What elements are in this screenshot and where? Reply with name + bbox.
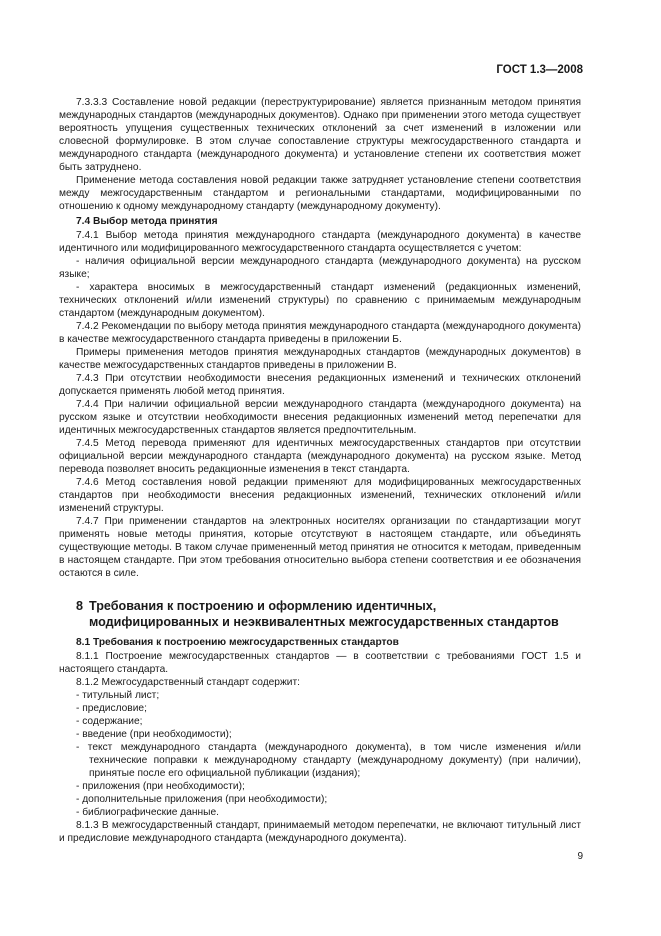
subsection-heading-7-4: 7.4 Выбор метода принятия xyxy=(76,216,218,227)
section-title-line-1: Требования к построению и оформлению идентичных, xyxy=(89,599,437,613)
paragraph-7-4-2: 7.4.2 Рекомендации по выбору метода принятия международного стандарта (международного документа) в качестве межгосударственного стандарта приведены в приложении Б. xyxy=(59,321,581,345)
list-item-introduction: - введение (при необходимости); xyxy=(76,729,232,740)
subsection-heading-8-1: 8.1 Требования к построению межгосударственных стандартов xyxy=(76,637,399,648)
paragraph-7-4-1: 7.4.1 Выбор метода принятия международного стандарта (международного документа) в качестве идентичного или модифицированного межгосударственного стандарта осуществляется с учетом: xyxy=(59,230,581,254)
paragraph-examples: Примеры применения методов принятия международных стандартов (международных документов) в качестве межгосударственных стандартов приведены в приложении В. xyxy=(59,347,581,371)
list-item-title-page: - титульный лист; xyxy=(76,690,160,701)
running-header: ГОСТ 1.3—2008 xyxy=(496,64,583,76)
section-title-line-2: модифицированных и неэквивалентных межгосударственных стандартов xyxy=(89,615,559,629)
paragraph-8-1-3: 8.1.3 В межгосударственный стандарт, принимаемый методом перепечатки, не включают титульный лист и предисловие международного стандарта (международного документа). xyxy=(59,820,581,844)
list-item-annexes: - приложения (при необходимости); xyxy=(76,781,245,792)
page-body xyxy=(59,96,581,845)
list-item-foreword: - предисловие; xyxy=(76,703,147,714)
paragraph-8-1-2: 8.1.2 Межгосударственный стандарт содержит: xyxy=(76,677,300,688)
paragraph-7-4-5: 7.4.5 Метод перевода применяют для идентичных межгосударственных стандартов при отсутствии официальной версии международного стандарта (международного документа) на русском языке. Метод перевода позволяет вносить редакционные изменения в текст стандарта. xyxy=(59,438,581,475)
paragraph-new-edition-note: Применение метода составления новой редакции также затрудняет установление степени соответствия между межгосударственным стандартом и региональными стандартами, модифицированными по отношению к одному международному стандарту (международному документу). xyxy=(59,175,581,212)
list-item-russian-version: - наличия официальной версии международного стандарта (международного документа) на русском языке; xyxy=(59,256,581,280)
list-item-text: - текст международного стандарта (международного документа), в том числе изменения и/или технические поправки к международному стандарту (международному документу) (при наличии), принятые после его официальной публикации (издания); xyxy=(76,742,581,779)
list-item-additional-annexes: - дополнительные приложения (при необходимости); xyxy=(76,794,328,805)
list-item-change-character: - характера вносимых в межгосударственный стандарт изменений (редакционных изменений, технических отклонений и/или изменений структуры) по сравнению с принимаемым международным стандартом (международным документом). xyxy=(59,282,581,319)
paragraph-7-4-4: 7.4.4 При наличии официальной версии международного стандарта (международного документа) на русском языке и отсутствии необходимости внесения редакционных изменений метод перепечатки для идентичных межгосударственных стандартов является предпочтительным. xyxy=(59,399,581,436)
section-number: 8 xyxy=(76,599,84,613)
paragraph-7-4-6: 7.4.6 Метод составления новой редакции применяют для модифицированных межгосударственных стандартов при необходимости внесения редакционных изменений, технических отклонений и/или изменений структуры. xyxy=(59,477,581,514)
page-number: 9 xyxy=(577,851,583,862)
section-heading-8 xyxy=(59,598,581,630)
list-item-bibliography: - библиографические данные. xyxy=(76,807,219,818)
list-item-contents: - содержание; xyxy=(76,716,143,727)
paragraph-8-1-1: 8.1.1 Построение межгосударственных стандартов — в соответствии с требованиями ГОСТ 1.5 и настоящего стандарта. xyxy=(59,651,581,675)
paragraph-7-4-7: 7.4.7 При применении стандартов на электронных носителях организации по стандартизации могут применять новые методы принятия, которые отсутствуют в настоящем стандарте, или объединять существующие методы. В таком случае примененный метод принятия не относится к методам, приведенным в настоящем стандарте. При этом требования относительно выбора степени соответствия и ее обозначения остаются в силе. xyxy=(59,516,581,579)
paragraph-7-3-3-3: 7.3.3.3 Составление новой редакции (переструктурирование) является признанным методом принятия международных стандартов (международных документов). Однако при применении этого метода существует вероятность упущения существенных технических отклонений за счет изменений в изложении или словесной формулировке. В этом случае сопоставление структуры межгосударственного стандарта и международного стандарта (международного документа) и установление степени их соответствия может быть затруднено. xyxy=(59,97,581,173)
paragraph-7-4-3: 7.4.3 При отсутствии необходимости внесения редакционных изменений и технических отклонений допускается применять любой метод принятия. xyxy=(59,373,581,397)
